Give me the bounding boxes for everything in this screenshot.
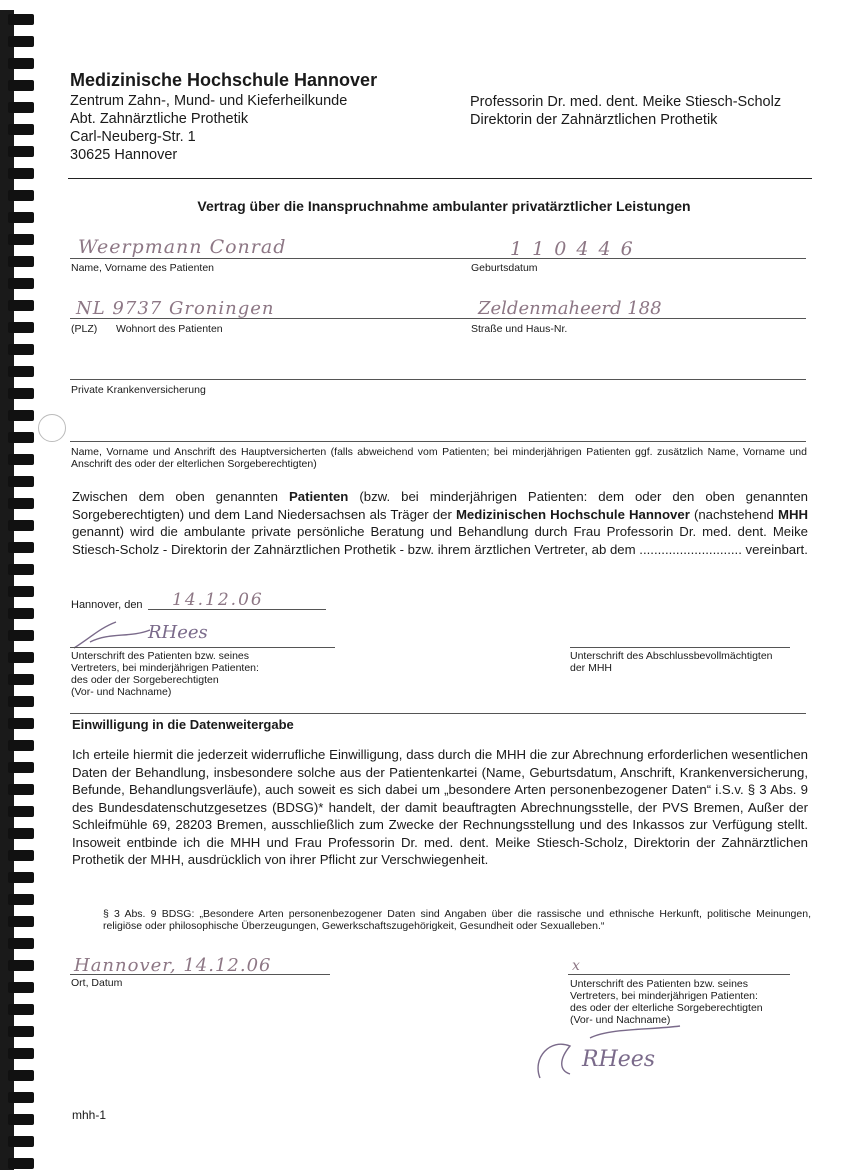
insurance-line — [70, 379, 806, 380]
consent-divider — [70, 713, 806, 714]
spiral-ring — [8, 124, 34, 135]
spiral-ring — [8, 454, 34, 465]
spiral-gap — [14, 223, 34, 234]
spiral-ring — [8, 36, 34, 47]
spiral-ring — [8, 102, 34, 113]
spiral-gap — [14, 993, 34, 1004]
spiral-ring — [8, 476, 34, 487]
patient-sig-label-line: des oder der Sorgeberechtigten — [71, 674, 219, 686]
spiral-ring — [8, 432, 34, 443]
spiral-ring — [8, 168, 34, 179]
spiral-gap — [14, 399, 34, 410]
spiral-gap — [14, 135, 34, 146]
header-left-address — [70, 92, 347, 164]
spiral-gap — [14, 377, 34, 388]
spiral-gap — [14, 465, 34, 476]
spiral-ring — [8, 80, 34, 91]
consent-date-line — [70, 974, 330, 975]
spiral-ring — [8, 146, 34, 157]
spiral-gap — [14, 1081, 34, 1092]
spiral-gap — [14, 883, 34, 894]
spiral-ring — [8, 718, 34, 729]
header-right-line: Direktorin der Zahnärztlichen Prothetik — [470, 112, 718, 128]
consent-sig-label-line: Unterschrift des Patienten bzw. seines — [570, 978, 749, 990]
spiral-gap — [14, 333, 34, 344]
spiral-gap — [14, 729, 34, 740]
insurance-label: Private Krankenversicherung — [71, 384, 206, 396]
spiral-gap — [14, 773, 34, 784]
spiral-ring — [8, 894, 34, 905]
spiral-ring — [8, 784, 34, 795]
spiral-ring — [8, 762, 34, 773]
spiral-ring — [8, 14, 34, 25]
agreement-text: genannt) wird die ambulante private persönliche Beratung und Behandlung durch Frau Professorin Dr. med. dent. Meike Stiesch-Scholz - Direktorin der Zahnärztlichen Prothetik - bzw. ihrem ärztlichen Vertreter, ab dem ............................ vereinbart. — [72, 524, 808, 557]
bdsg-footnote: § 3 Abs. 9 BDSG: „Besondere Arten personenbezogener Daten sind Angaben über die rassische und ethnische Herkunft, politische Meinungen, religiöse oder philosophische Überzeugungen, Gewerkschaftszugehörigkeit, Gesundheit oder Sexualleben.“ — [103, 908, 811, 932]
spiral-ring — [8, 1070, 34, 1081]
spiral-gap — [14, 443, 34, 454]
spiral-gap — [14, 751, 34, 762]
street-label: Straße und Haus-Nr. — [471, 323, 568, 335]
spiral-gap — [14, 1059, 34, 1070]
header-left-line: Abt. Zahnärztliche Prothetik — [70, 111, 249, 127]
agreement-text: (nachstehend — [689, 506, 778, 522]
patient-sig-label — [71, 650, 259, 698]
spiral-ring — [8, 520, 34, 531]
spiral-ring — [8, 630, 34, 641]
main-insured-line — [70, 441, 806, 442]
consent-place-date-handwritten: Hannover, 14.12.06 — [74, 955, 272, 976]
agreement-bold: Patienten — [289, 489, 349, 504]
spiral-gap — [14, 69, 34, 80]
form-id: mhh-1 — [72, 1108, 107, 1122]
spiral-gap — [14, 355, 34, 366]
address-line — [70, 318, 806, 319]
spiral-ring — [8, 674, 34, 685]
punch-hole — [38, 414, 66, 442]
spiral-ring — [8, 1026, 34, 1037]
spiral-ring — [8, 696, 34, 707]
patient-sig-label-line: (Vor- und Nachname) — [71, 686, 172, 698]
spiral-gap — [14, 949, 34, 960]
spiral-gap — [14, 619, 34, 630]
spiral-ring — [8, 1048, 34, 1059]
spiral-gap — [14, 839, 34, 850]
spiral-ring — [8, 278, 34, 289]
spiral-gap — [14, 905, 34, 916]
spiral-ring — [8, 410, 34, 421]
mhh-sig-label-line: der MHH — [570, 662, 613, 674]
spiral-ring — [8, 960, 34, 971]
spiral-ring — [8, 564, 34, 575]
plz-label: (PLZ) — [71, 323, 98, 335]
spiral-ring — [8, 344, 34, 355]
patient-sig-label-line: Unterschrift des Patienten bzw. seines — [71, 650, 250, 662]
name-line — [70, 258, 806, 259]
patient-sig-line — [70, 647, 335, 648]
consent-place-date-label: Ort, Datum — [71, 977, 123, 989]
spiral-gap — [14, 1015, 34, 1026]
spiral-ring — [8, 542, 34, 553]
mhh-sig-label-line: Unterschrift des Abschlussbevollmächtigten — [570, 650, 773, 662]
spiral-gap — [14, 157, 34, 168]
spiral-ring — [8, 586, 34, 597]
spiral-gap — [14, 817, 34, 828]
spiral-gap — [14, 553, 34, 564]
spiral-gap — [14, 1103, 34, 1114]
agreement-text: (bzw. bei minderjährigen Patienten: dem oder den oben genannten Sorgeberechtigten) und dem Land Niedersachsen als Träger der — [72, 489, 809, 522]
spiral-gap — [14, 311, 34, 322]
spiral-ring — [8, 806, 34, 817]
spiral-gap — [14, 113, 34, 124]
header-left-line: 30625 Hannover — [70, 147, 178, 163]
agreement-bold: Medizinischen Hochschule Hannover — [455, 506, 690, 522]
spiral-gap — [14, 597, 34, 608]
spiral-ring — [8, 1158, 34, 1169]
spiral-gap — [14, 267, 34, 278]
main-insured-label: Name, Vorname und Anschrift des Hauptversicherten (falls abweichend vom Patienten; bei minderjährigen Patienten ggf. zusätzlich Name, Vorname und Anschrift des oder der elterlichen Sorgeberechtigten) — [71, 446, 807, 470]
spiral-ring — [8, 872, 34, 883]
patient-signature-2 — [530, 1018, 700, 1083]
spiral-gap — [14, 289, 34, 300]
patient-name-handwritten: Weerpmann Conrad — [78, 236, 287, 258]
mhh-sig-label — [570, 650, 773, 674]
header-left-line: Carl-Neuberg-Str. 1 — [70, 129, 196, 145]
spiral-ring — [8, 366, 34, 377]
consent-sig-label-line: Vertreters, bei minderjährigen Patienten: — [570, 990, 758, 1002]
spiral-gap — [14, 971, 34, 982]
signature-x-mark: x — [572, 958, 580, 974]
spiral-ring — [8, 58, 34, 69]
consent-sig-label-line: (Vor- und Nachname) — [570, 1014, 671, 1026]
spiral-gap — [14, 531, 34, 542]
spiral-gap — [14, 685, 34, 696]
spiral-ring — [8, 740, 34, 751]
agreement-text: Zwischen dem oben genannten — [72, 489, 289, 504]
spiral-gap — [14, 91, 34, 102]
spiral-gap — [14, 179, 34, 190]
spiral-gap — [14, 641, 34, 652]
spiral-gap — [14, 795, 34, 806]
spiral-ring — [8, 256, 34, 267]
spiral-gap — [14, 1147, 34, 1158]
header-right-block — [470, 93, 781, 129]
city-label: Wohnort des Patienten — [116, 323, 223, 335]
consent-heading: Einwilligung in die Datenweitergabe — [72, 717, 294, 732]
spiral-gap — [14, 663, 34, 674]
spiral-ring — [8, 916, 34, 927]
spiral-ring — [8, 1092, 34, 1103]
contract-title: Vertrag über die Inanspruchnahme ambulanter privatärztlicher Leistungen — [197, 198, 691, 214]
spiral-ring — [8, 300, 34, 311]
spiral-ring — [8, 982, 34, 993]
spiral-ring — [8, 850, 34, 861]
agreement-paragraph — [72, 488, 808, 558]
spiral-gap — [14, 421, 34, 432]
mhh-sig-line — [570, 647, 790, 648]
spiral-binding — [0, 0, 40, 1170]
contract-date-handwritten: 14.12.06 — [172, 590, 264, 610]
spiral-gap — [14, 927, 34, 938]
consent-sig-line — [568, 974, 790, 975]
place-date-label: Hannover, den — [71, 599, 143, 611]
patient-sig-label-line: Vertreters, bei minderjährigen Patienten: — [71, 662, 259, 674]
spiral-gap — [14, 47, 34, 58]
street-handwritten: Zeldenmaheerd 188 — [478, 298, 662, 319]
spiral-gap — [14, 707, 34, 718]
header-divider — [68, 178, 812, 179]
spiral-gap — [14, 861, 34, 872]
spiral-ring — [8, 828, 34, 839]
birthdate-handwritten: 1 1 0 4 4 6 — [510, 238, 635, 260]
spiral-ring — [8, 498, 34, 509]
spiral-gap — [14, 25, 34, 36]
signature-text: RHees — [148, 622, 208, 643]
spiral-ring — [8, 652, 34, 663]
spiral-ring — [8, 388, 34, 399]
birthdate-label: Geburtsdatum — [471, 262, 538, 274]
spiral-gap — [14, 487, 34, 498]
spiral-gap — [14, 1125, 34, 1136]
institution-name: Medizinische Hochschule Hannover — [70, 70, 378, 90]
spiral-gap — [14, 1037, 34, 1048]
spiral-gap — [14, 509, 34, 520]
name-label: Name, Vorname des Patienten — [71, 262, 215, 274]
spiral-ring — [8, 938, 34, 949]
spiral-ring — [8, 322, 34, 333]
header-right-line: Professorin Dr. med. dent. Meike Stiesch-Scholz — [470, 94, 782, 110]
agreement-bold: MHH — [777, 506, 809, 522]
spiral-ring — [8, 1114, 34, 1125]
spiral-gap — [14, 245, 34, 256]
signature-text: RHees — [582, 1047, 656, 1072]
consent-paragraph: Ich erteile hiermit die jederzeit widerrufliche Einwilligung, dass durch die MHH die zur Abrechnung erforderlichen wesentlichen Daten der Behandlung, insbesondere solche aus der Patientenkartei (Name, Geburtsdatum, Anschrift, Krankenversicherung, Befunde, Behandlungsverläufe), auch soweit es sich dabei um „besondere Arten personenbezogener Daten“ i.S.v. § 3 Abs. 9 des Bundesdatenschutzgesetzes (BDSG)* handelt, der damit beauftragten Abrechnungsstelle, der PVS Bremen, Außer der Schleifmühle 69, 28203 Bremen, ausschließlich zum Zwecke der Rechnungsstellung und des Inkassos zur Verfügung stellt. Insoweit entbinde ich die MHH und Frau Professorin Dr. med. dent. Meike Stiesch-Scholz, Direktorin der Zahnärztlichen Prothetik der MHH, ausdrücklich von ihrer Pflicht zur Verschwiegenheit. — [72, 747, 808, 867]
city-handwritten: NL 9737 Groningen — [76, 298, 275, 319]
spiral-ring — [8, 234, 34, 245]
header-left-line: Zentrum Zahn-, Mund- und Kieferheilkunde — [70, 93, 348, 109]
consent-sig-label-line: des oder der elterliche Sorgeberechtigten — [570, 1002, 763, 1014]
spiral-ring — [8, 1136, 34, 1147]
spiral-ring — [8, 608, 34, 619]
spiral-ring — [8, 1004, 34, 1015]
spiral-gap — [14, 575, 34, 586]
